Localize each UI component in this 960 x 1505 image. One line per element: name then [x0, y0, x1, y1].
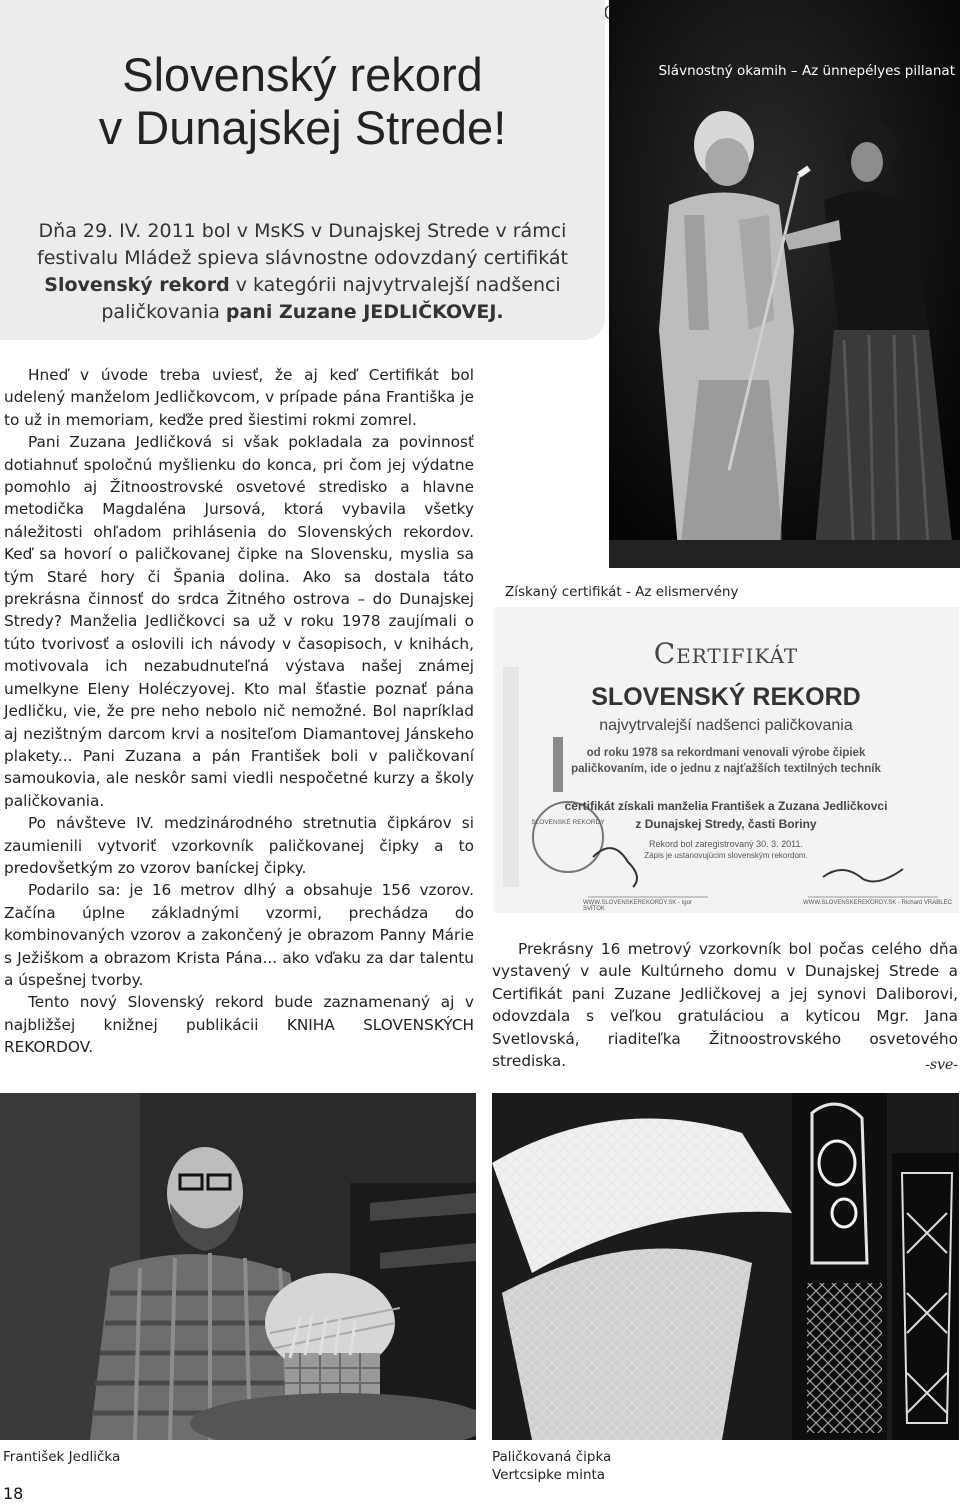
certificate-line-1: od roku 1978 sa rekordmani venovali výrobe čipiek: [586, 747, 866, 759]
certificate-record: SLOVENSKÝ REKORD: [591, 683, 861, 711]
lace-photo-illustration: [492, 1093, 959, 1440]
page-number: 18: [3, 1484, 24, 1503]
man-photo: [0, 1093, 476, 1440]
certificate-footer-right: WWW.SLOVENSKEREKORDY.SK - Richard VRABLEC: [803, 900, 952, 906]
certificate-line-6: Zápis je ustanovujúcim slovenským rekordom.: [644, 851, 808, 860]
paragraph: Pani Zuzana Jedličková si však pokladala za povinnosť dotiahnuť spoločnú myšlienku do konca, pri čom jej výdatne pomohlo aj Žitnoostrovské osvetové stredisko a hlavne metodička Magdaléna Jursová, ktorá vybavila všetky náležitosti ohľadom prihlásenia do Slovenských rekordov. Keď sa hovorí o paličkovanej čipke na Slovensku, myslia sa tým Staré hory či Špania dolina. Ako sa dostala táto prekrásna činnosť do srdca Žitného ostrova – do Dunajskej Stredy? Manželia Jedličkovci sa už v roku 1978 zaujímali o túto tvorivosť a oslovili ich návody v časopisoch, v knihách, motivovala ich nezabudnuteľná výstava našej známej umelkyne Eleny Holéczyovej. Kto mal šťastie poznať pána Jedličku, vie, že pre neho nebolo nič nemožné. Bol napríklad aj nezištným darcom krvi a nositeľom Diamantovej Jánskeho plakety... Pani Zuzana a pán František boli v paličkovaní samoukovia, ale neskôr sami viedli nespočetné kurzy a školy paličkovania.: [4, 433, 474, 810]
lead-bold-1: Slovenský rekord: [44, 274, 230, 296]
ceremony-caption: Slávnostný okamih – Az ünnepélyes pillanat: [658, 63, 955, 79]
author-signature: -sve-: [925, 1057, 958, 1073]
article-title: [0, 48, 605, 154]
certificate-image: [493, 607, 959, 913]
lead-text-2: v kategórii najvytrvalejší nadšenci paličkovania: [101, 274, 561, 323]
lace-caption-line-2: Vertcsipke minta: [492, 1467, 606, 1483]
paragraph: Po návšteve IV. medzinárodného stretnutia čipkárov si zaumienili vytvoriť vzorkovník paličkovanej čipky a to predovšetkým zo vzorov baníckej čipky.: [4, 814, 474, 877]
lace-photo: [492, 1093, 959, 1440]
certificate-footer-left: WWW.SLOVENSKEREKORDY.SK - Igor SVÍTOK: [583, 900, 692, 912]
certificate-caption: Získaný certifikát - Az elismervény: [505, 584, 739, 600]
lead-text-1: Dňa 29. IV. 2011 bol v MsKS v Dunajskej Strede v rámci festivalu Mládež spieva slávnostne odovzdaný certifikát: [37, 220, 568, 269]
certificate-seal-text: SLOVENSKÉ REKORDY: [531, 819, 605, 826]
certificate-heading: Certifikát: [653, 637, 799, 670]
ceremony-photo-illustration: [609, 0, 960, 568]
man-photo-illustration: [0, 1093, 476, 1440]
certificate-line-2: paličkovaním, ide o jednu z najťažších textilných techník: [571, 763, 881, 775]
paragraph: Tento nový Slovenský rekord bude zaznamenaný aj v najbližšej knižnej publikácii KNIHA SLOVENSKÝCH REKORDOV.: [4, 993, 474, 1057]
title-line-1: Slovenský rekord: [122, 48, 483, 101]
certificate-category: najvytrvalejší nadšenci paličkovania: [599, 717, 853, 734]
paragraph: Podarilo sa: je 16 metrov dlhý a obsahuje 156 vzorov. Začína úplne základnými vzormi, prechádza do kombinovaných vzorov a zakončený je obrazom Panny Márie s Ježiškom a obrazom Krista Pána... ako vďaku za dar talentu a úspešnej tvorby.: [4, 881, 474, 989]
certificate-line-3: certifikát získali manželia František a Zuzana Jedličkovci: [564, 799, 888, 813]
certificate-line-4: z Dunajskej Stredy, časti Boriny: [635, 817, 817, 831]
title-line-2: v Dunajskej Strede!: [98, 101, 507, 154]
lace-caption-line-1: Paličkovaná čipka: [492, 1449, 612, 1465]
ceremony-photo: [609, 0, 960, 568]
man-caption: František Jedlička: [3, 1449, 121, 1465]
certificate-line-5: Rekord bol zaregistrovaný 30. 3. 2011.: [649, 839, 803, 849]
article-lead: [20, 218, 585, 326]
article-body: [4, 364, 474, 1059]
lace-caption: [492, 1448, 611, 1484]
paragraph: Hneď v úvode treba uviesť, že aj keď Certifikát bol udelený manželom Jedličkovcom, v prípade pána Františka je to už in memoriam, keďže pred šiestimi rokmi zomrel.: [4, 366, 474, 429]
lead-bold-2: pani Zuzane JEDLIČKOVEJ.: [225, 301, 504, 323]
right-paragraph: Prekrásny 16 metrový vzorkovník bol počas celého dňa vystavený v aule Kultúrneho domu v Dunajskej Strede a Certifikát pani Zuzane Jedličkovej a jej synovi Daliborovi, odovzdala s veľkou gratuláciou a kyticou Mgr. Jana Svetlovská, riaditeľka Žitnoostrovského osvetového strediska.: [492, 940, 958, 1071]
